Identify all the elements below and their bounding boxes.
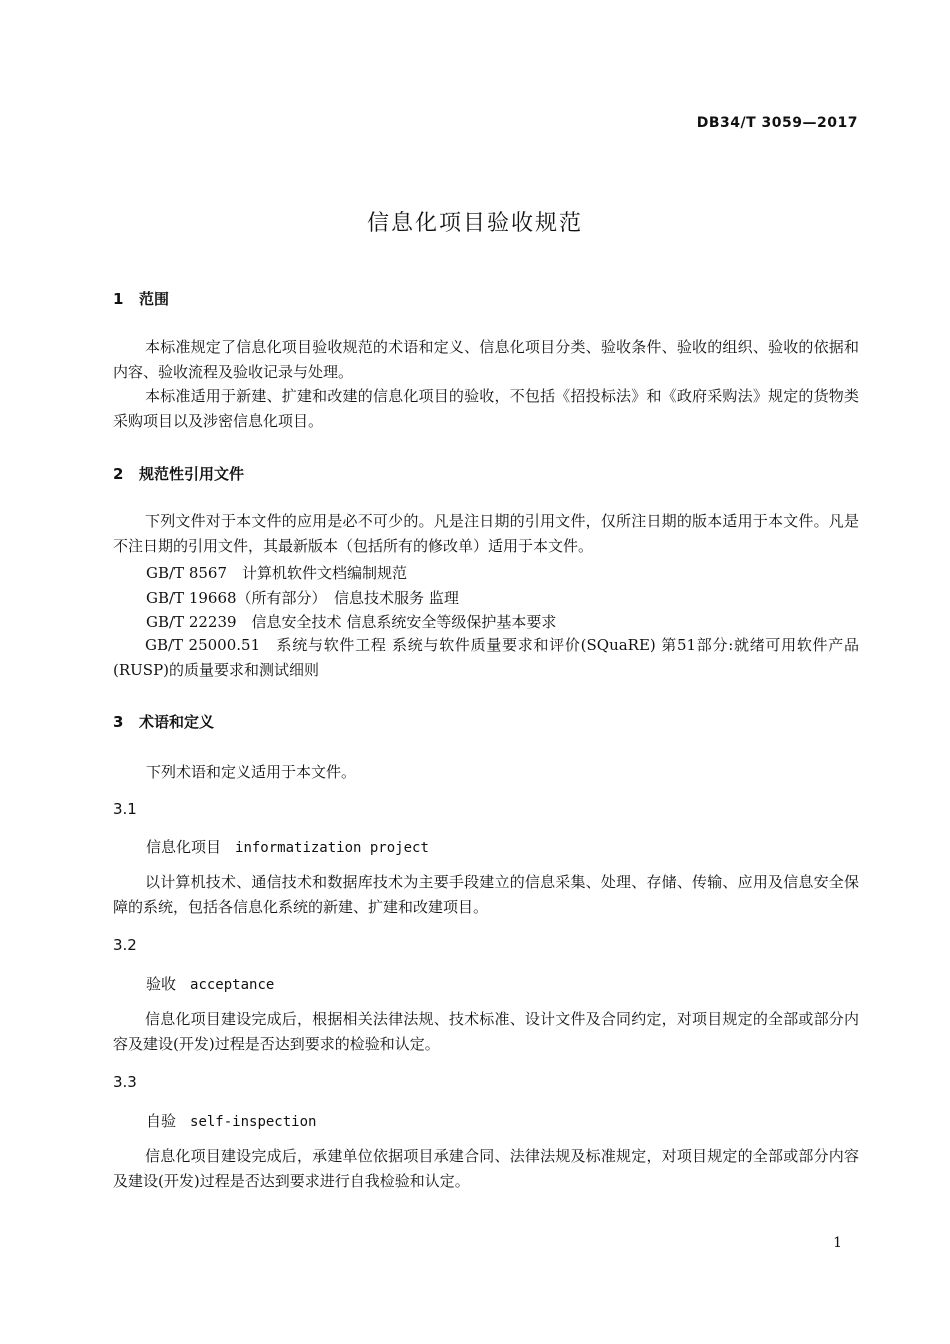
term-definition: 信息化项目建设完成后，根据相关法律法规、技术标准、设计文件及合同约定，对项目规定的全部或部分内容及建设(开发)过程是否达到要求的检验和认定。 <box>113 1010 859 1053</box>
standard-code: DB34/T 3059—2017 <box>696 115 858 131</box>
section-number: 2 <box>113 465 124 483</box>
section-1-heading <box>113 288 169 309</box>
term-en: informatization project <box>235 840 429 856</box>
paragraph: 本标准适用于新建、扩建和改建的信息化项目的验收，不包括《招投标法》和《政府采购法》规定的货物类采购项目以及涉密信息化项目。 <box>113 387 859 430</box>
section-number: 1 <box>113 290 124 308</box>
section-title: 术语和定义 <box>139 713 215 731</box>
clause-number: 3.1 <box>113 800 137 818</box>
term-cn: 验收 <box>146 975 177 993</box>
paragraph: 下列文件对于本文件的应用是必不可少的。凡是注日期的引用文件，仅所注日期的版本适用于本文件。凡是不注日期的引用文件，其最新版本（包括所有的修改单）适用于本文件。 <box>113 512 859 555</box>
section-title: 规范性引用文件 <box>139 465 245 483</box>
term-heading <box>146 973 274 994</box>
term-cn: 自验 <box>146 1112 177 1130</box>
document-title: 信息化项目验收规范 <box>366 211 583 236</box>
reference-item: GB/T 8567 计算机软件文档编制规范 <box>146 564 408 582</box>
term-heading <box>146 1110 316 1131</box>
term-definition: 信息化项目建设完成后，承建单位依据项目承建合同、法律法规及标准规定，对项目规定的全部或部分内容及建设(开发)过程是否达到要求进行自我检验和认定。 <box>113 1147 859 1190</box>
page-number: 1 <box>833 1235 842 1251</box>
reference-item: GB/T 25000.51 系统与软件工程 系统与软件质量要求和评价(SQuaRE) 第51部分:就绪可用软件产品(RUSP)的质量要求和测试细则 <box>113 636 859 679</box>
clause-number: 3.2 <box>113 936 137 954</box>
term-heading <box>146 836 429 857</box>
section-title: 范围 <box>139 290 170 308</box>
term-en: self-inspection <box>190 1114 317 1130</box>
paragraph: 下列术语和定义适用于本文件。 <box>146 763 357 781</box>
term-cn: 信息化项目 <box>146 838 222 856</box>
paragraph: 本标准规定了信息化项目验收规范的术语和定义、信息化项目分类、验收条件、验收的组织、验收的依据和内容、验收流程及验收记录与处理。 <box>113 338 859 381</box>
clause-number: 3.3 <box>113 1073 137 1091</box>
term-en: acceptance <box>190 977 275 993</box>
section-3-heading <box>113 711 214 732</box>
reference-item: GB/T 19668（所有部分） 信息技术服务 监理 <box>146 589 459 607</box>
section-number: 3 <box>113 713 124 731</box>
reference-item: GB/T 22239 信息安全技术 信息系统安全等级保护基本要求 <box>146 613 557 631</box>
section-2-heading <box>113 463 244 484</box>
term-definition: 以计算机技术、通信技术和数据库技术为主要手段建立的信息采集、处理、存储、传输、应用及信息安全保障的系统，包括各信息化系统的新建、扩建和改建项目。 <box>113 873 859 916</box>
